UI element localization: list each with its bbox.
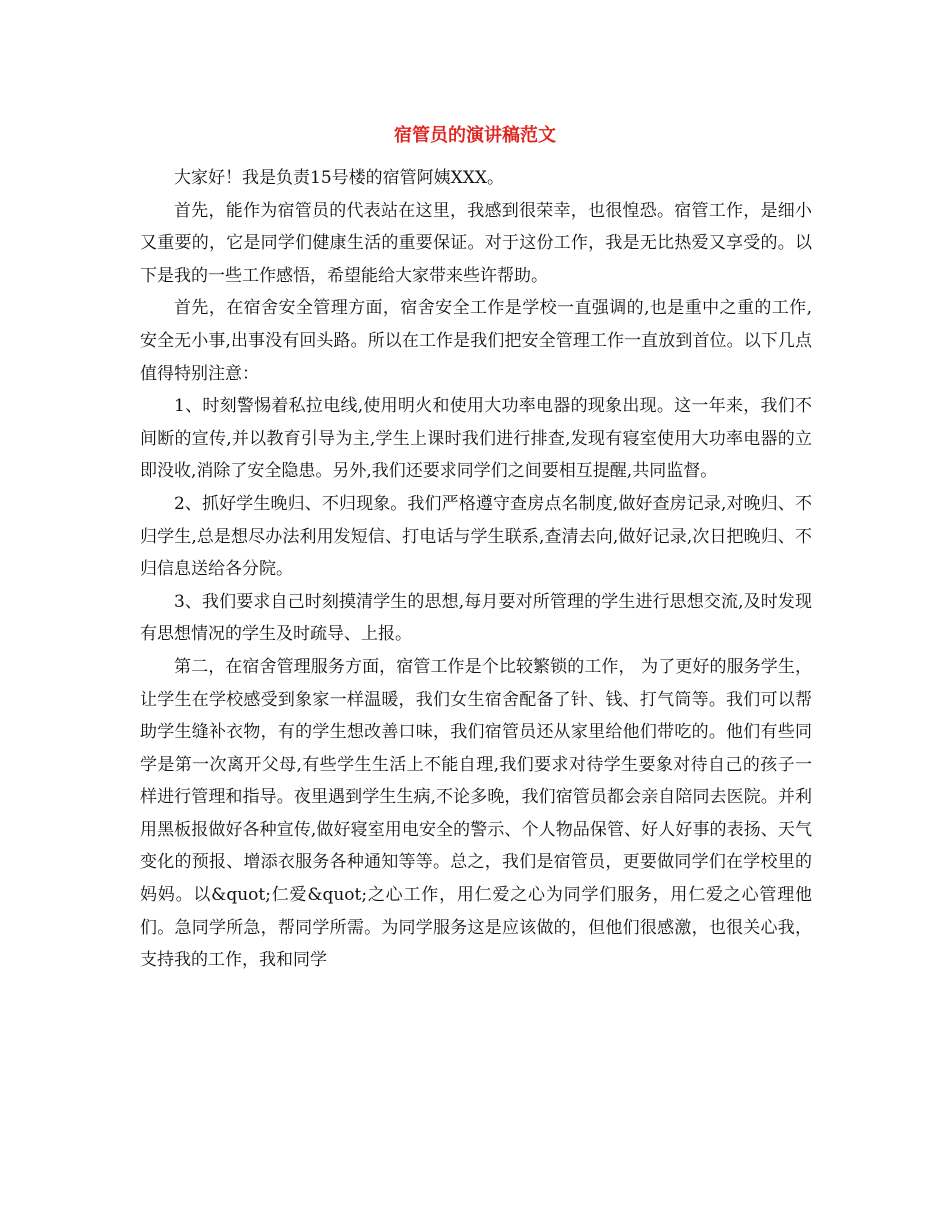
paragraph-point-3: 3、我们要求自己时刻摸清学生的思想,每月要对所管理的学生进行思想交流,及时发现有思想情况的学生及时疏导、上报。: [140, 591, 812, 645]
paragraph-point-1: 1、时刻警惕着私拉电线,使用明火和使用大功率电器的现象出现。这一年来，我们不间断的宣传,并以教育引导为主,学生上课时我们进行排查,发现有寝室使用大功率电器的立即没收,消除了安全隐患。另外,我们还要求同学们之间要相互提醒,共同监督。: [140, 396, 812, 482]
paragraph-intro: 首先，能作为宿管员的代表站在这里，我感到很荣幸，也很惶恐。宿管工作，是细小又重要的，它是同学们健康生活的重要保证。对于这份工作，我是无比热爱又享受的。以下是我的一些工作感悟，希望能给大家带来些许帮助。: [140, 200, 812, 286]
paragraph-point-2: 2、抓好学生晚归、不归现象。我们严格遵守查房点名制度,做好查房记录,对晚归、不归学生,总是想尽办法利用发短信、打电话与学生联系,查清去向,做好记录,次日把晚归、不归信息送给各分院。: [140, 493, 812, 580]
document-title: 宿管员的演讲稿范文: [394, 125, 556, 146]
paragraph-service-management: 第二，在宿舍管理服务方面，宿管工作是个比较繁锁的工作， 为了更好的服务学生，让学生在学校感受到象家一样温暖，我们女生宿舍配备了针、钱、打气筒等。我们可以帮助学生缝补衣物，有的学生想改善口味，我们宿管员还从家里给他们带吃的。他们有些同学是第一次离开父母,有些学生生活上不能自理,我们要求对待学生要象对待自己的孩子一样进行管理和指导。夜里遇到学生生病,不论多晚，我们宿管员都会亲自陪同去医院。并利用黑板报做好各种宣传,做好寝室用电安全的警示、个人物品保管、好人好事的表扬、天气变化的预报、增添衣服务各种通知等等。总之，我们是宿管员，更要做同学们在学校里的妈妈。以&quot;仁爱&quot;之心工作，用仁爱之心为同学们服务，用仁爱之心管理他们。急同学所急，帮同学所需。为同学服务这是应该做的，但他们很感激，也很关心我，支持我的工作，我和同学: [140, 656, 812, 971]
paragraph-safety-management: 首先，在宿舍安全管理方面，宿舍安全工作是学校一直强调的,也是重中之重的工作,安全无小事,出事没有回头路。所以在工作是我们把安全管理工作一直放到首位。以下几点值得特别注意：: [140, 298, 812, 384]
document-body: [140, 162, 812, 977]
paragraph-greeting: 大家好！我是负责15号楼的宿管阿姨XXX。: [174, 168, 504, 188]
